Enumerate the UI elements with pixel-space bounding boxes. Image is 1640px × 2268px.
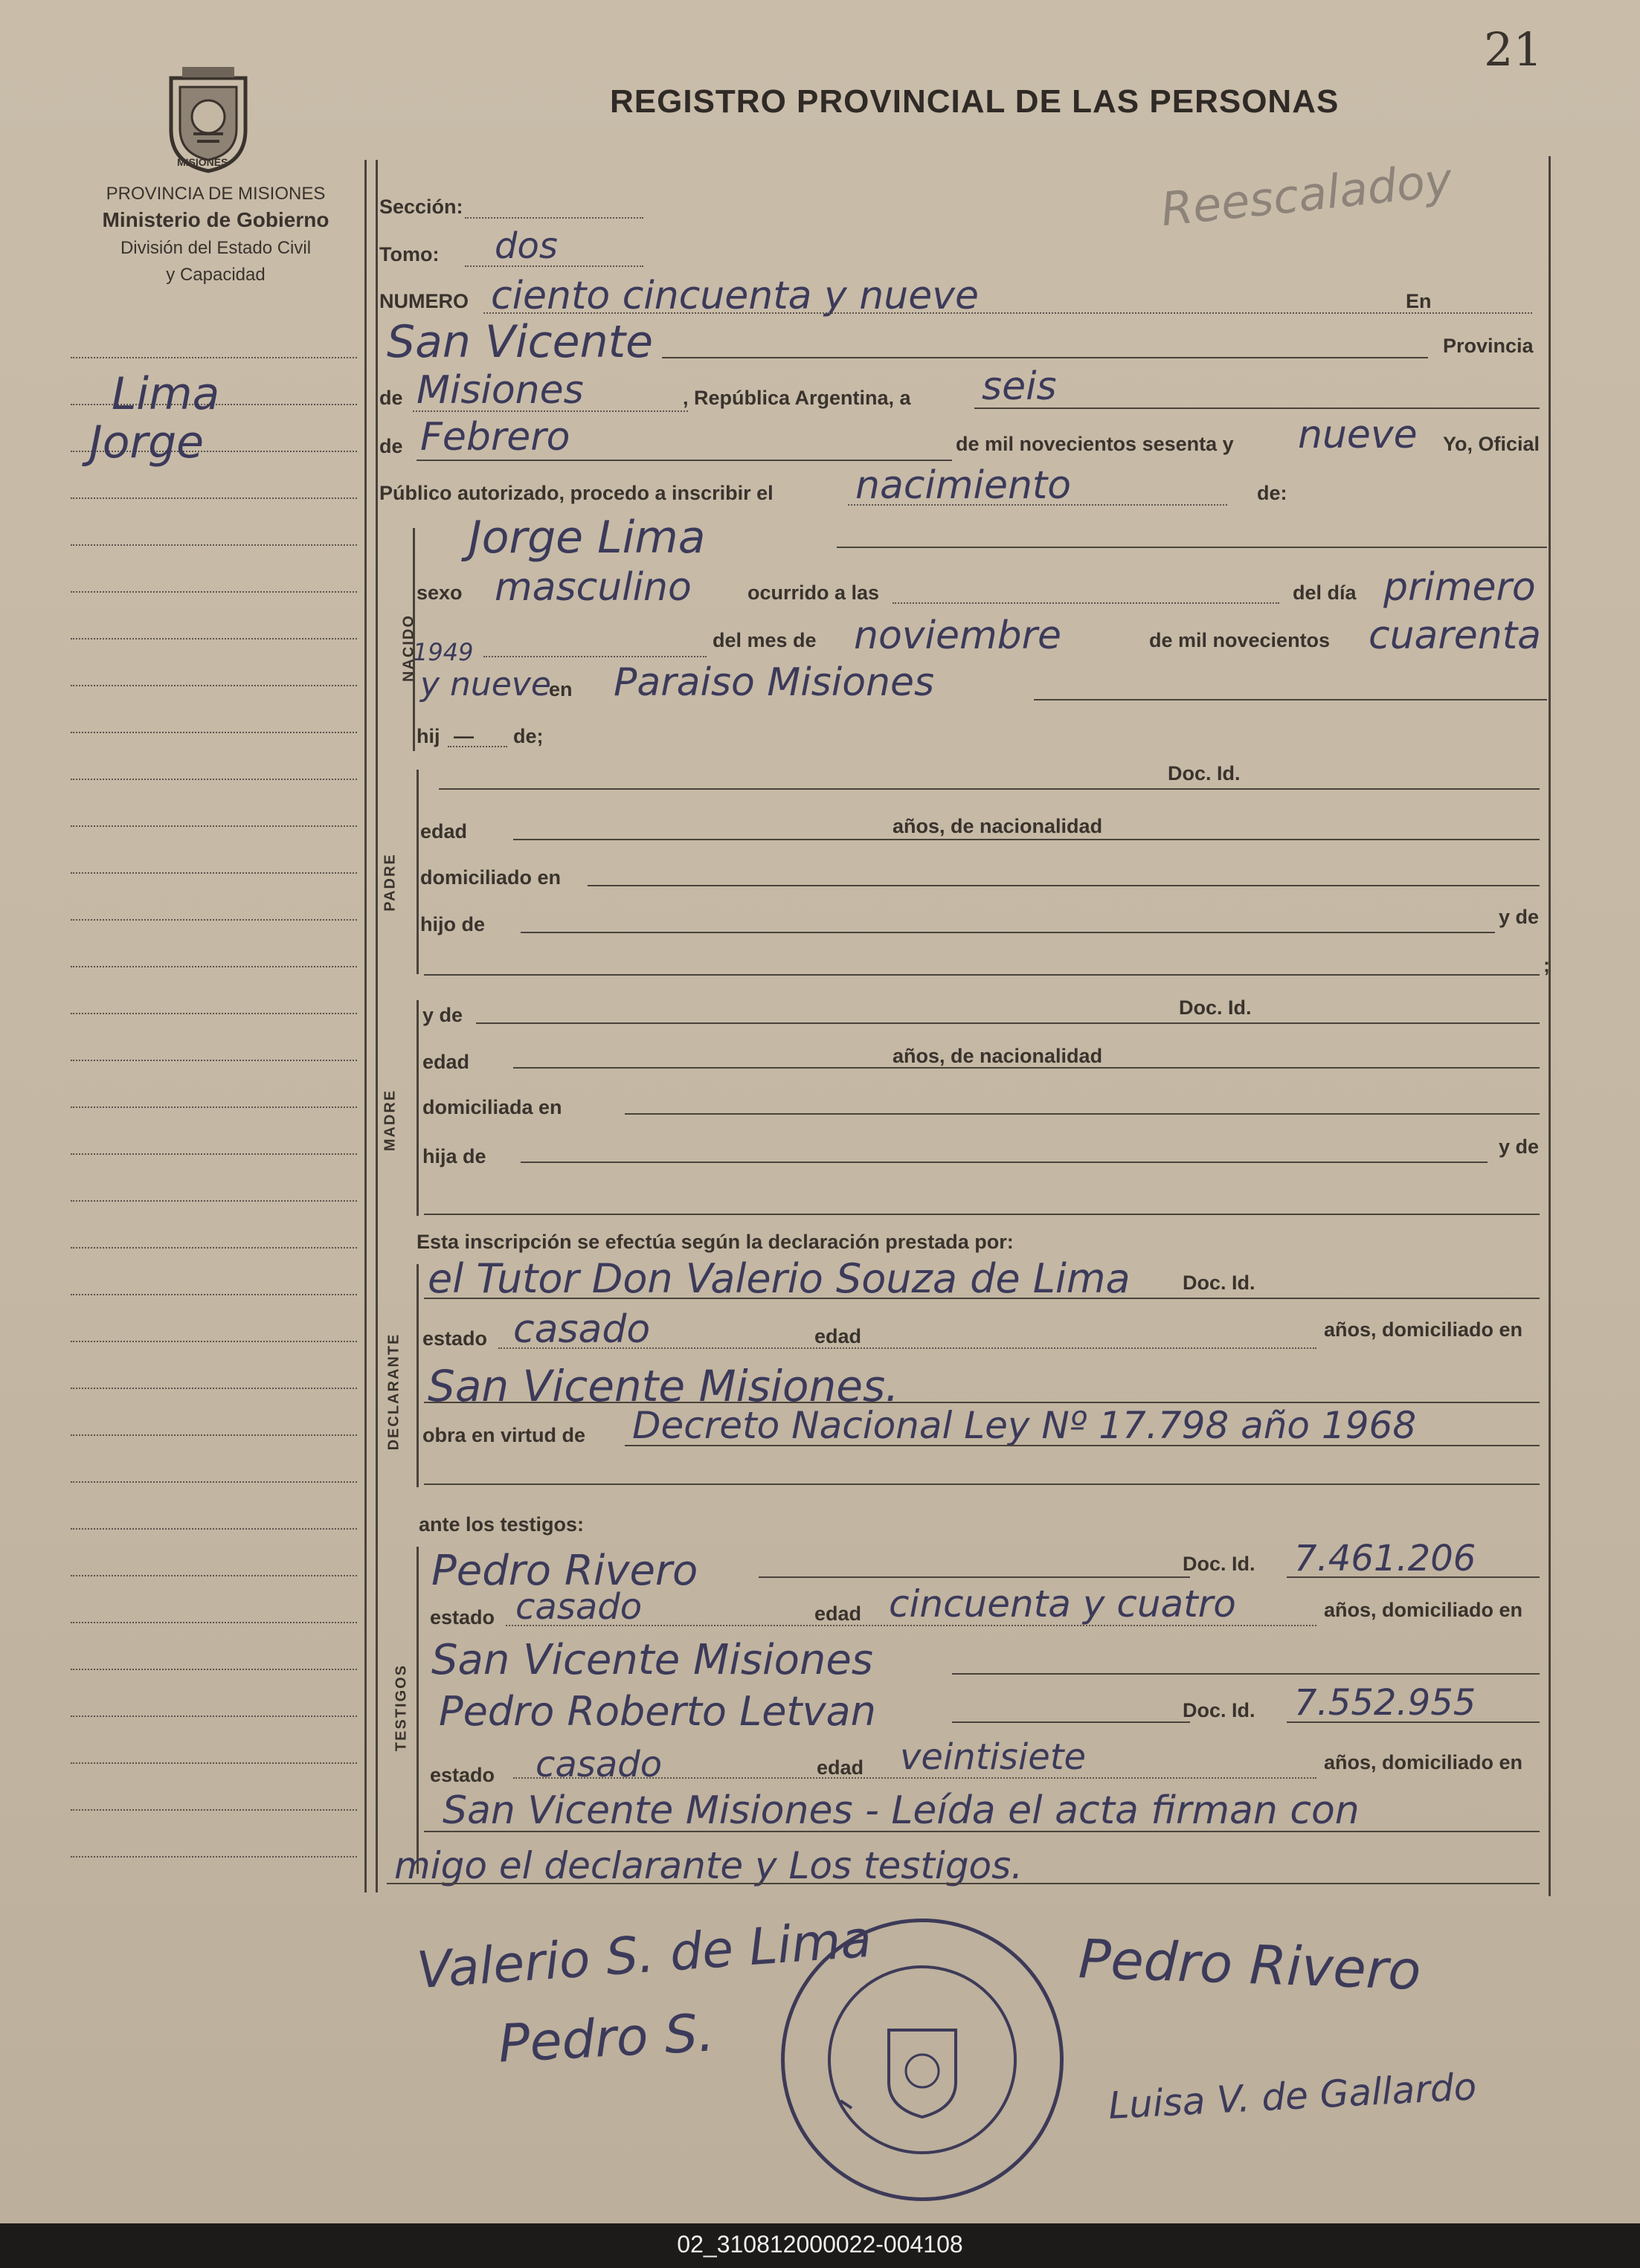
birth-year-note: 1949 [413, 638, 474, 666]
madre-domicilio-label: domiciliada en [422, 1096, 562, 1118]
republica-label: , República Argentina, a [683, 387, 911, 409]
margin-ruled-line [71, 1388, 357, 1389]
birth-unit-value: y nueve [420, 666, 551, 703]
declarante-end-line [424, 1483, 1540, 1485]
padre-edad-label: edad [420, 820, 468, 843]
margin-ruled-line [71, 1809, 357, 1811]
padre-hijo-line [521, 932, 1495, 933]
hij-label: hij [417, 725, 440, 747]
tomo-value: dos [495, 225, 558, 267]
margin-ruled-line [71, 1200, 357, 1202]
declarante-doc-label: Doc. Id. [1183, 1272, 1255, 1294]
madre-y-de-label: y de [422, 1004, 463, 1026]
closing-text: migo el declarante y Los testigos. [394, 1844, 1023, 1887]
signature-witness1: Pedro Rivero [1077, 1927, 1422, 2003]
declarante-estado-label: estado [422, 1327, 488, 1350]
nacido-name-value: Jorge Lima [469, 512, 706, 564]
margin-ruled-line [71, 685, 357, 686]
act-line [848, 504, 1227, 506]
image-id-footer [0, 2223, 1640, 2268]
province-line [413, 410, 688, 412]
madre-y-de2-label: y de [1499, 1135, 1540, 1158]
hij-dash: — [454, 725, 474, 747]
margin-ruled-line [71, 1060, 357, 1061]
declarante-domicilio-value: San Vicente Misiones. [428, 1361, 899, 1411]
ocurrido-line [893, 602, 1279, 604]
hij-line [448, 746, 507, 747]
testigo2-domicilio-line [424, 1831, 1540, 1832]
ministry-label: Ministerio de Gobierno [102, 208, 329, 231]
birth-day-value: primero [1383, 565, 1536, 610]
month-line [417, 460, 952, 461]
margin-divider [364, 160, 367, 1892]
testigo1-doc-line [1287, 1576, 1540, 1578]
nacido-name-line [837, 547, 1547, 548]
place-value: San Vicente [387, 316, 654, 368]
testigo1-estado-label: estado [430, 1606, 495, 1628]
act-value: nacimiento [855, 463, 1072, 508]
testigo2-estado-line [513, 1777, 1316, 1779]
testigo2-domicilio: San Vicente Misiones - Leída el acta firman con [443, 1788, 1360, 1833]
testigo1-doc: 7.461.206 [1294, 1538, 1476, 1579]
declarante-obra-value: Decreto Nacional Ley Nº 17.798 año 1968 [632, 1404, 1417, 1447]
testigo1-domicilio: San Vicente Misiones [431, 1636, 873, 1684]
margin-ruled-line [71, 497, 357, 499]
province-value: Misiones [417, 368, 584, 413]
declarante-obra-label: obra en virtud de [422, 1424, 586, 1446]
padre-doc-label: Doc. Id. [1168, 762, 1241, 785]
numero-label: NUMERO [379, 290, 469, 312]
nacido-en-label: en [549, 678, 573, 700]
madre-doc-label: Doc. Id. [1179, 996, 1252, 1019]
testigo1-doc-label: Doc. Id. [1183, 1553, 1255, 1575]
mes-line [483, 656, 707, 657]
margin-ruled-line [71, 1856, 357, 1858]
signature-declarante: Valerio S. de Lima [414, 1910, 874, 2001]
margin-ruled-line [71, 1247, 357, 1249]
day-value: seis [982, 364, 1057, 409]
margin-ruled-line [71, 1528, 357, 1530]
margin-ruled-line [71, 1013, 357, 1014]
margin-ruled-line [71, 1434, 357, 1436]
testigos-bracket [417, 1547, 419, 1874]
mil-label: de mil novecientos [1149, 629, 1331, 651]
page-number: 21 [1484, 22, 1543, 77]
madre-bracket [417, 1000, 419, 1216]
declarante-bracket [417, 1264, 419, 1487]
margin-ruled-line [71, 1106, 357, 1108]
padre-y-de-label: y de [1499, 906, 1540, 928]
de-label-2: de [379, 435, 403, 457]
year-label: de mil novecientos sesenta y [956, 433, 1234, 455]
madre-edad-label: edad [422, 1051, 470, 1073]
sexo-label: sexo [417, 582, 463, 604]
declarante-side-label: DECLARANTE [385, 1333, 402, 1451]
seccion-line [465, 217, 643, 219]
margin-surname: Lima [112, 368, 220, 420]
testigo1-estado: casado [515, 1586, 643, 1628]
testigo2-edad-label: edad [817, 1756, 864, 1779]
provincia-label: Provincia [1443, 335, 1534, 357]
sexo-value: masculino [495, 565, 692, 610]
margin-ruled-line [71, 591, 357, 593]
margin-ruled-line [71, 1669, 357, 1670]
testigo1-domicilio-line [952, 1673, 1540, 1675]
margin-ruled-line [71, 1153, 357, 1155]
padre-name-line [439, 788, 1540, 790]
madre-anos-label: años, de nacionalidad [893, 1045, 1103, 1067]
signature-official: Luisa V. de Gallardo [1107, 2065, 1478, 2127]
province-label: PROVINCIA DE MISIONES [106, 184, 326, 204]
testigo1-name: Pedro Rivero [431, 1547, 698, 1595]
birth-place-value: Paraiso Misiones [614, 660, 935, 705]
numero-line [483, 312, 1532, 314]
declarante-intro: Esta inscripción se efectúa según la declaración prestada por: [417, 1231, 1014, 1253]
declarante-anos-label: años, domiciliado en [1324, 1318, 1523, 1341]
closing-line [387, 1883, 1540, 1884]
birth-decade-value: cuarenta [1369, 613, 1541, 658]
margin-ruled-line [71, 357, 357, 358]
margin-ruled-line [71, 919, 357, 921]
declarante-edad-label: edad [814, 1325, 862, 1347]
testigo2-doc: 7.552.955 [1294, 1682, 1476, 1724]
birth-month-value: noviembre [854, 613, 1062, 658]
register-title: REGISTRO PROVINCIAL DE LAS PERSONAS [610, 83, 1340, 120]
padre-anos-label: años, de nacionalidad [893, 815, 1103, 837]
padre-domicilio-line [588, 885, 1540, 886]
madre-name-line [476, 1022, 1540, 1024]
testigo1-estado-line [506, 1625, 1316, 1626]
testigo2-doc-label: Doc. Id. [1183, 1699, 1255, 1721]
margin-ruled-line [71, 544, 357, 546]
declarante-estado-value: casado [513, 1307, 651, 1352]
padre-semicolon: ; [1543, 954, 1550, 976]
declarante-name-value: el Tutor Don Valerio Souza de Lima [428, 1255, 1131, 1302]
seal-caption: MISIONES [177, 156, 228, 168]
testigo1-edad: cincuenta y cuatro [889, 1582, 1236, 1626]
margin-ruled-line [71, 1481, 357, 1483]
madre-hija-label: hija de [422, 1145, 486, 1167]
padre-domicilio-label: domiciliado en [420, 866, 562, 889]
del-mes-label: del mes de [713, 629, 817, 651]
margin-ruled-line [71, 1575, 357, 1576]
de-label: de [379, 387, 403, 409]
margin-ruled-line [71, 825, 357, 827]
margin-ruled-line [71, 1762, 357, 1764]
margin-ruled-line [71, 966, 357, 967]
padre-hijo-label: hijo de [420, 913, 485, 935]
nacido-side-label: NACIDO [400, 614, 417, 682]
declarante-estado-line [498, 1347, 1316, 1349]
declarante-domicilio-line [424, 1402, 1540, 1403]
margin-ruled-line [71, 638, 357, 640]
declarante-obra-line [625, 1445, 1540, 1446]
testigo2-estado: casado [536, 1744, 663, 1785]
madre-hija-line [521, 1162, 1488, 1163]
testigo2-estado-label: estado [430, 1764, 495, 1786]
padre-edad-line [513, 839, 1540, 840]
margin-ruled-line [71, 1294, 357, 1295]
signature-witness2: Pedro S. [497, 2002, 716, 2075]
testigo2-name: Pedro Roberto Letvan [439, 1688, 876, 1735]
margin-ruled-line [71, 1341, 357, 1342]
seccion-label: Sección: [379, 196, 463, 218]
margin-annotation: Reescaladoy [1158, 152, 1455, 237]
numero-en-label: En [1406, 290, 1432, 312]
form-right-border [1549, 156, 1551, 1896]
padre-madre-line [424, 974, 1540, 976]
form-left-border [376, 160, 378, 1892]
madre-side-label: MADRE [382, 1089, 399, 1152]
image-id-label: 02_310812000022-004108 [677, 2231, 963, 2258]
testigos-side-label: TESTIGOS [393, 1663, 410, 1752]
margin-ruled-line [71, 1622, 357, 1623]
month-value: Febrero [420, 415, 570, 460]
madre-domicilio-line [625, 1113, 1540, 1115]
day-line [974, 407, 1540, 409]
del-dia-label: del día [1293, 582, 1357, 604]
testigo1-name-line [759, 1576, 1190, 1578]
testigo1-anos-label: años, domiciliado en [1324, 1599, 1523, 1621]
birth-place-line [1034, 699, 1547, 700]
testigo2-doc-line [1287, 1721, 1540, 1723]
numero-value: ciento cincuenta y nueve [491, 274, 979, 318]
padre-side-label: PADRE [382, 853, 399, 912]
testigos-intro: ante los testigos: [419, 1513, 585, 1536]
margin-ruled-line [71, 732, 357, 733]
publico-label: Público autorizado, procedo a inscribir el [379, 482, 774, 504]
testigo2-name-line [952, 1721, 1190, 1723]
margin-given-name: Jorge [89, 416, 205, 468]
official-stamp-icon [781, 1919, 1064, 2201]
margin-ruled-line [71, 1716, 357, 1717]
testigo1-edad-label: edad [814, 1602, 862, 1625]
madre-end-line [424, 1214, 1540, 1215]
declarante-name-line [424, 1298, 1540, 1299]
padre-bracket [417, 770, 419, 974]
year-value: nueve [1298, 413, 1418, 457]
division-line2: y Capacidad [166, 265, 266, 285]
testigo2-anos-label: años, domiciliado en [1324, 1751, 1523, 1774]
ocurrido-label: ocurrido a las [747, 582, 880, 604]
margin-ruled-line [71, 872, 357, 874]
division-line1: División del Estado Civil [120, 238, 312, 258]
tomo-label: Tomo: [379, 243, 440, 265]
testigo2-edad: veintisiete [900, 1736, 1087, 1778]
oficial-label: Yo, Oficial [1443, 433, 1540, 455]
place-line [662, 357, 1428, 358]
de-colon-label: de: [1257, 482, 1287, 504]
hij-de-label: de; [513, 725, 544, 747]
margin-ruled-line [71, 779, 357, 780]
